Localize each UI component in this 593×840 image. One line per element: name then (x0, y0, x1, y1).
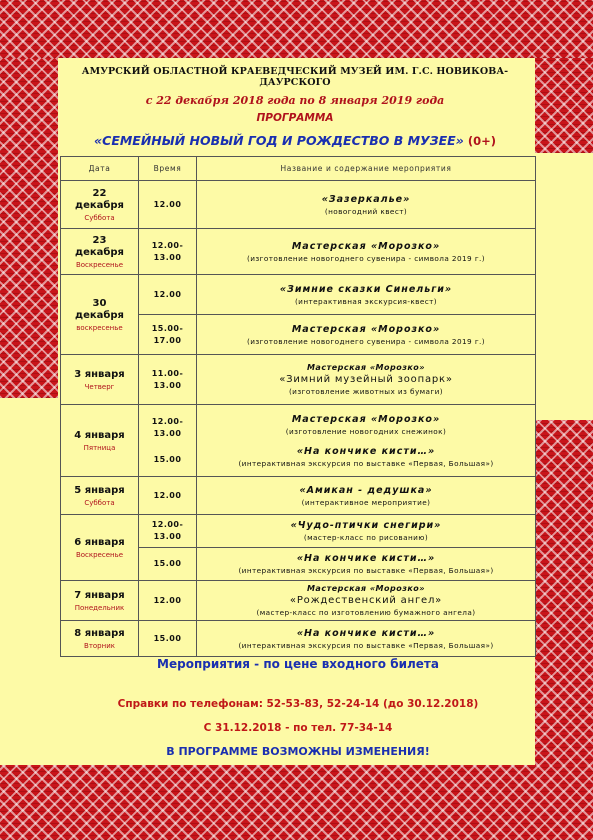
time-cell (139, 477, 197, 515)
event-description: (изготовление новогоднего сувенира - символа 2019 г.) (246, 253, 486, 263)
event-description: (интерактивная экскурсия по выставке «Первая, Большая») (238, 458, 494, 468)
event-cell (197, 581, 536, 621)
event-title: «Зазеркалье» (321, 193, 411, 205)
event-title: Мастерская «Морозко» (291, 240, 441, 252)
program-title (60, 130, 530, 149)
time: 12.00 (153, 595, 182, 605)
date-cell (61, 355, 139, 405)
time-cell (139, 355, 197, 405)
event-description: (изготовление новогоднего сувенира - символа 2019 г.) (246, 336, 486, 346)
event-cell (197, 181, 536, 229)
date-label: 6 января (74, 536, 125, 548)
date-label: 4 января (74, 429, 125, 441)
event-cell (197, 515, 536, 548)
event-title: «На кончике кисти…» (296, 553, 436, 564)
time: 15.00- (151, 323, 184, 333)
event-subtitle: Мастерская «Морозко» (306, 584, 426, 593)
date-month: декабря (75, 246, 124, 258)
weekday: Понедельник (74, 603, 125, 612)
time: 12.00- (151, 240, 184, 250)
age-rating: (0+) (467, 134, 496, 148)
time-cell (139, 581, 197, 621)
date-cell (61, 515, 139, 581)
weekday: Вторник (84, 641, 115, 650)
event-description: (интерактивная экскурсия по выставке «Первая, Большая») (238, 566, 494, 575)
event-title: Мастерская «Морозко» (291, 413, 441, 425)
date-cell (61, 275, 139, 355)
time: 15.00 (153, 454, 182, 464)
time-cell (139, 181, 197, 229)
time-end: 13.00 (153, 532, 182, 541)
time-cell (139, 315, 197, 355)
event-subtitle: Мастерская «Морозко» (306, 363, 426, 372)
event-title: «На кончике кисти…» (296, 445, 436, 457)
time: 12.00 (153, 490, 182, 500)
event-cell (197, 355, 536, 405)
table-row (61, 229, 536, 275)
event-cell (197, 477, 536, 515)
event-title: «Амикан - дедушка» (299, 484, 433, 496)
weekday: Пятница (83, 443, 116, 452)
event-description: (изготовление новогодних снежинок) (285, 426, 447, 436)
content-panel-right (535, 153, 593, 420)
date-cell (61, 229, 139, 275)
time-cell (139, 275, 197, 315)
ornament-border-right-top (535, 58, 593, 153)
phones-info: Справки по телефонам: 52-53-83, 52-24-14 (до 30.12.2018) (117, 698, 479, 710)
event-title: «Чудо-птички снегири» (290, 520, 442, 531)
table-row (61, 477, 536, 515)
table-row (61, 275, 536, 315)
table-row (61, 181, 536, 229)
time-cell (139, 229, 197, 275)
time-end: 13.00 (153, 428, 182, 438)
program-title-text: «СЕМЕЙНЫЙ НОВЫЙ ГОД И РОЖДЕСТВО В МУЗЕЕ» (94, 133, 464, 148)
time-cell (139, 515, 197, 548)
event-cell (197, 315, 536, 355)
ornament-border-top (0, 0, 593, 58)
date-day: 22 (92, 187, 107, 199)
weekday: Воскресенье (75, 550, 124, 559)
time-cell (139, 548, 197, 581)
date-cell (61, 621, 139, 657)
table-row (61, 621, 536, 657)
ornament-border-bottom (0, 765, 593, 840)
time-cell (139, 621, 197, 657)
date-cell (61, 181, 139, 229)
date-label: 3 января (74, 368, 125, 380)
changes-notice: В ПРОГРАММЕ ВОЗМОЖНЫ ИЗМЕНЕНИЯ! (166, 745, 430, 758)
schedule-table (60, 156, 536, 657)
table-row (61, 405, 536, 477)
time: 12.00- (151, 416, 184, 426)
museum-name: АМУРСКИЙ ОБЛАСТНОЙ КРАЕВЕДЧЕСКИЙ МУЗЕЙ ИМ. Г.С. НОВИКОВА-ДАУРСКОГО (81, 66, 509, 88)
date-label: 7 января (74, 589, 125, 601)
event-description: (мастер-класс по рисованию) (303, 533, 429, 542)
time-end: 13.00 (153, 380, 182, 390)
time-end: 17.00 (153, 335, 182, 345)
ornament-border-left (0, 58, 58, 398)
event-title: «Зимний музейный зоопарк» (279, 374, 453, 385)
header (60, 66, 530, 149)
date-cell (61, 405, 139, 477)
event-description: (интерактивное мероприятие) (301, 497, 431, 507)
table-row (61, 355, 536, 405)
event-description: (изготовление животных из бумаги) (288, 387, 444, 396)
table-row (61, 515, 536, 548)
time: 11.00- (151, 368, 184, 378)
table-header-row (61, 157, 536, 181)
weekday: Воскресенье (75, 260, 124, 269)
event-description: (интерактивная экскурсия-квест) (294, 296, 438, 306)
price-note: Мероприятия - по цене входного билета (157, 657, 439, 671)
event-cell (197, 548, 536, 581)
date-cell (61, 477, 139, 515)
date-range: с 22 декабря 2018 года по 8 января 2019 года (145, 94, 445, 107)
time-end: 13.00 (153, 252, 182, 262)
event-cell (197, 405, 536, 477)
event-cell (197, 229, 536, 275)
event-title: Мастерская «Морозко» (291, 323, 441, 335)
event-cell (197, 275, 536, 315)
content-panel-left (0, 398, 58, 765)
event-title: «Зимние сказки Синельги» (279, 283, 453, 295)
event-title: «Рождественский ангел» (289, 595, 443, 606)
time: 12.00 (153, 199, 182, 209)
event-cell (197, 621, 536, 657)
weekday: Суббота (84, 498, 115, 507)
weekday: Четверг (84, 382, 115, 391)
date-month: декабря (75, 199, 124, 211)
col-event-header: Название и содержание мероприятия (197, 157, 536, 181)
time: 12.00 (153, 289, 182, 299)
event-block (197, 445, 535, 469)
col-date-header: Дата (61, 157, 139, 181)
time: 12.00- (151, 520, 184, 529)
time: 15.00 (153, 559, 182, 568)
event-description: (интерактивная экскурсия по выставке «Первая, Большая») (238, 640, 494, 650)
weekday: Суббота (84, 213, 115, 222)
event-description: (новогодний квест) (324, 206, 408, 216)
weekday: воскресенье (76, 323, 123, 332)
time-cell (139, 405, 197, 477)
event-title: «На кончике кисти…» (296, 627, 436, 639)
table-row (61, 581, 536, 621)
date-month: декабря (75, 309, 124, 321)
time: 15.00 (153, 633, 182, 643)
col-time-header: Время (139, 157, 197, 181)
program-label: ПРОГРАММА (256, 112, 334, 124)
event-description: (мастер-класс по изготовлению бумажного ангела) (256, 608, 476, 617)
phones-info-new: С 31.12.2018 - по тел. 77-34-14 (203, 722, 393, 734)
date-day: 23 (92, 234, 107, 246)
date-cell (61, 581, 139, 621)
date-day: 30 (92, 297, 107, 309)
date-label: 5 января (74, 484, 125, 496)
event-block (197, 413, 535, 437)
date-label: 8 января (74, 627, 125, 639)
